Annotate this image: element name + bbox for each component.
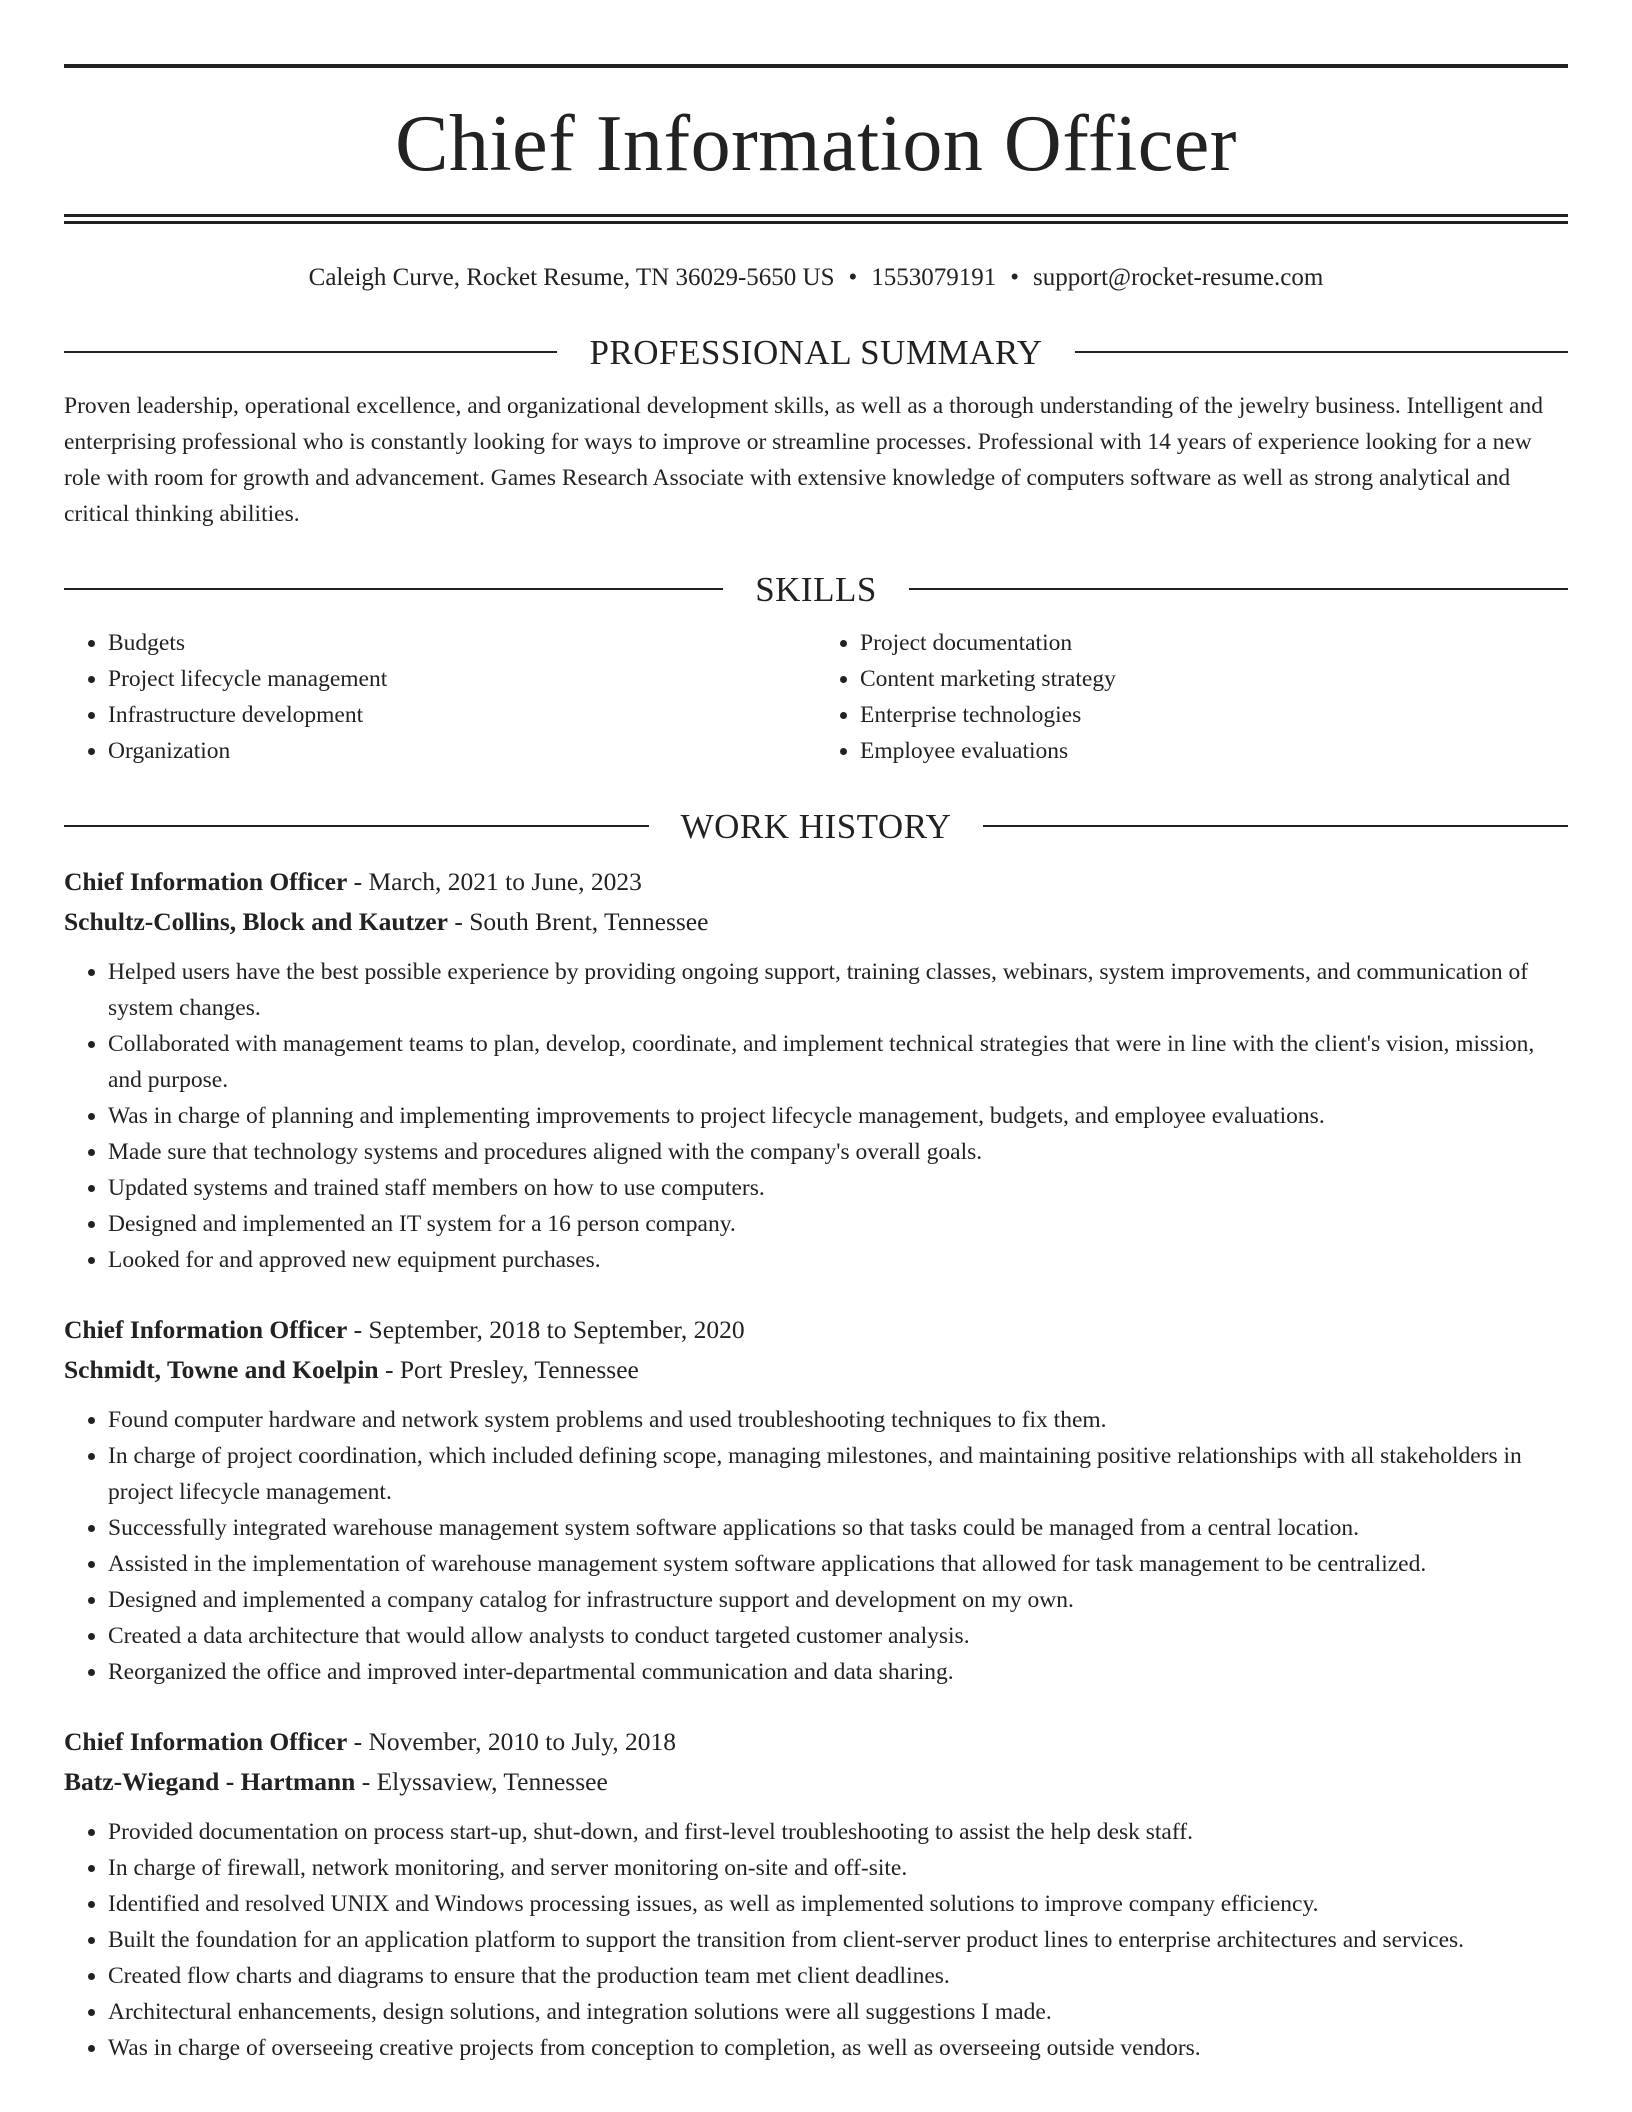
skill-item: • Enterprise technologies (860, 697, 1568, 733)
top-rule (64, 64, 1568, 68)
job-bullet: • Looked for and approved new equipment purchases. (108, 1242, 1568, 1278)
skills-column-left (64, 625, 816, 769)
job-dates: - March, 2021 to June, 2023 (347, 866, 642, 896)
skills-list (64, 625, 1568, 769)
job-dates: - November, 2010 to July, 2018 (347, 1726, 677, 1756)
job-title: Chief Information Officer (64, 1314, 348, 1344)
job-bullet: • Reorganized the office and improved inter-departmental communication and data sharing. (108, 1654, 1568, 1690)
job-bullet: • Created flow charts and diagrams to ensure that the production team met client deadlines. (108, 1958, 1568, 1994)
job-title: Chief Information Officer (64, 1726, 348, 1756)
skill-item: • Infrastructure development (108, 697, 816, 733)
job-bullet: • In charge of firewall, network monitoring, and server monitoring on-site and off-site. (108, 1850, 1568, 1886)
job-company: Schultz-Collins, Block and Kautzer (64, 906, 448, 936)
section-rule-left (64, 825, 649, 827)
skill-item: • Employee evaluations (860, 733, 1568, 769)
summary-text: Proven leadership, operational excellence, and organizational development skills, as well as a thorough understanding of the jewelry business. Intelligent and enterprising professional who is constantly looking for ways to improve or streamline processes. Professional with 14 years of experience looking for a new role with room for growth and advancement. Games Research Associate with extensive knowledge of computers software as well as strong analytical and critical thinking abilities. (64, 392, 1543, 527)
job-entry (64, 1722, 1568, 2066)
job-bullet: • Updated systems and trained staff members on how to use computers. (108, 1170, 1568, 1206)
job-title-line (64, 1310, 1568, 1350)
job-bullet: • Provided documentation on process start-up, shut-down, and first-level troubleshooting to assist the help desk staff. (108, 1814, 1568, 1850)
skills-column-right (816, 625, 1568, 769)
section-rule-left (64, 351, 557, 353)
skill-item: • Organization (108, 733, 816, 769)
job-dates: - September, 2018 to September, 2020 (347, 1314, 745, 1344)
skill-item: • Content marketing strategy (860, 661, 1568, 697)
job-bullet: • Architectural enhancements, design solutions, and integration solutions were all suggestions I made. (108, 1994, 1568, 2030)
section-rule-right (1075, 351, 1568, 353)
skill-item: • Budgets (108, 625, 816, 661)
job-bullet: • Successfully integrated warehouse management system software applications so that tasks could be managed from a central location. (108, 1510, 1568, 1546)
skill-item: • Project documentation (860, 625, 1568, 661)
job-bullet: • Helped users have the best possible experience by providing ongoing support, training classes, webinars, system improvements, and communication of system changes. (108, 954, 1568, 1026)
job-bullet: • In charge of project coordination, which included defining scope, managing milestones, and maintaining positive relationships with all stakeholders in project lifecycle management. (108, 1438, 1568, 1510)
job-bullet: • Created a data architecture that would allow analysts to conduct targeted customer analysis. (108, 1618, 1568, 1654)
section-title-skills: SKILLS (755, 569, 877, 609)
contact-separator: • (1010, 264, 1020, 291)
job-company-line (64, 1350, 1568, 1390)
section-title-summary: PROFESSIONAL SUMMARY (589, 332, 1043, 372)
job-bullets (64, 954, 1568, 1278)
job-bullet: • Built the foundation for an application platform to support the transition from client-server product lines to enterprise architectures and services. (108, 1922, 1568, 1958)
job-bullet: • Designed and implemented a company catalog for infrastructure support and development on my own. (108, 1582, 1568, 1618)
job-bullets (64, 1814, 1568, 2066)
job-company: Schmidt, Towne and Koelpin (64, 1354, 379, 1384)
section-heading-summary (64, 332, 1568, 372)
job-company-line (64, 1762, 1568, 1802)
job-company-line (64, 902, 1568, 942)
section-title-work: WORK HISTORY (680, 806, 952, 846)
job-title-line (64, 1722, 1568, 1762)
job-bullet: • Assisted in the implementation of warehouse management system software applications that allowed for task management to be centralized. (108, 1546, 1568, 1582)
contact-separator: • (848, 264, 858, 291)
contact-line (64, 262, 1568, 295)
section-rule-left (64, 588, 723, 590)
job-bullet: • Identified and resolved UNIX and Windows processing issues, as well as implemented solutions to improve company efficiency. (108, 1886, 1568, 1922)
job-bullet: • Was in charge of planning and implementing improvements to project lifecycle management, budgets, and employee evaluations. (108, 1098, 1568, 1134)
page-title: Chief Information Officer (395, 100, 1237, 188)
job-entry (64, 862, 1568, 1278)
job-entry (64, 1310, 1568, 1690)
job-bullets (64, 1402, 1568, 1690)
section-rule-right (909, 588, 1568, 590)
job-company: Batz-Wiegand - Hartmann (64, 1766, 356, 1796)
job-bullet: • Collaborated with management teams to plan, develop, coordinate, and implement technical strategies that were in line with the client's vision, mission, and purpose. (108, 1026, 1568, 1098)
job-title: Chief Information Officer (64, 866, 348, 896)
skill-item: • Project lifecycle management (108, 661, 816, 697)
section-heading-work (64, 806, 1568, 846)
job-bullet: • Was in charge of overseeing creative projects from conception to completion, as well as overseeing outside vendors. (108, 2030, 1568, 2066)
title-double-rule (64, 214, 1568, 224)
job-location: - South Brent, Tennessee (447, 906, 709, 936)
job-bullet: • Found computer hardware and network system problems and used troubleshooting techniques to fix them. (108, 1402, 1568, 1438)
contact-address: Caleigh Curve, Rocket Resume, TN 36029-5650 US (308, 264, 835, 291)
section-heading-skills (64, 569, 1568, 609)
job-title-line (64, 862, 1568, 902)
contact-phone: 1553079191 (871, 264, 997, 291)
job-location: - Elyssaview, Tennessee (355, 1766, 608, 1796)
contact-email: support@rocket-resume.com (1033, 264, 1324, 291)
job-bullet: • Designed and implemented an IT system for a 16 person company. (108, 1206, 1568, 1242)
job-location: - Port Presley, Tennessee (378, 1354, 639, 1384)
section-rule-right (983, 825, 1568, 827)
job-bullet: • Made sure that technology systems and procedures aligned with the company's overall goals. (108, 1134, 1568, 1170)
